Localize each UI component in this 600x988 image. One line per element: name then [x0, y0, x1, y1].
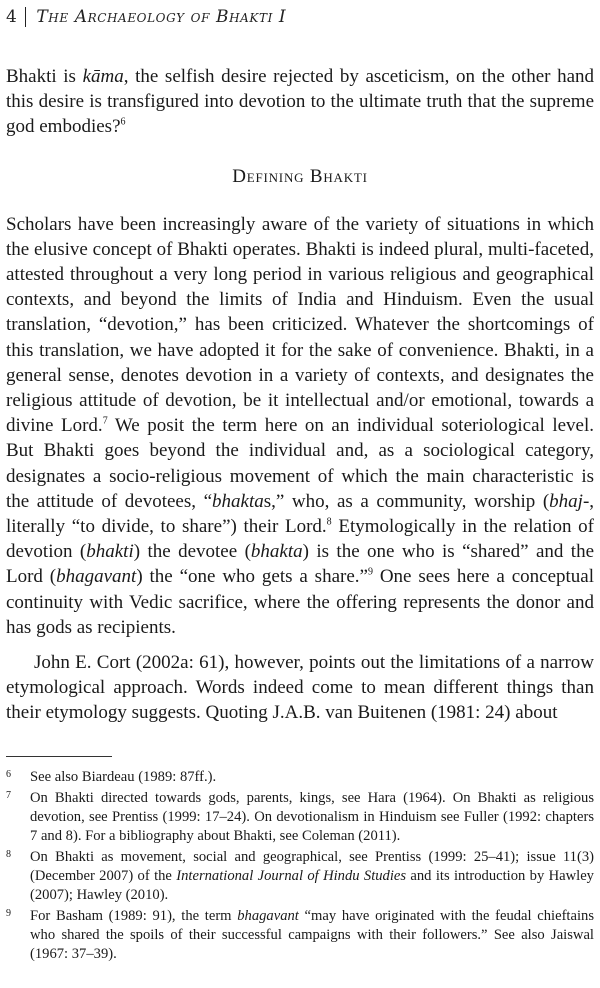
paragraph-defining-bhakti: Scholars have been increasingly aware of the variety of situations in which the elusive concept of Bhakti operates. Bhakti is indeed plural, multi-faceted, attested throughout a very long period in various religious and geographical contexts, and beyond the limits of India and Hinduism. Even the usual translation, “devotion,” has been criticized. Whatever the shortcomings of this translation, we have adopted it for the sake of convenience. Bhakti, in a general sense, denotes devotion in a variety of contexts, and designates the religious attitude of devotion, be it intellectual and/or emotional, towards a divine Lord.$^7$ We posit the term here on an individual soteriological level. But Bhakti goes beyond the individual and, as a sociological category, designates a socio-religious movement of which the main characteristic is the attitude of devotees, “bhaktas,” who, as a community, worship (bhaj-, literally “to divide, to share”) their Lord.$^8$ Etymologically in the relation of devotion (bhakti) the devotee (bhakta) is the one who is “shared” and the Lord (bhagavant) the “one who gets a share.”$^9$ One sees here a conceptual continuity with Vedic sacrifice, where the offering represents the donor and has gods as recipients.	[6, 213, 595, 638]
footnote-7: 7 On Bhakti directed towards gods, parents, kings, see Hara (1964). On Bhakti as religious devotion, see Prentiss (1999: 17–24). On devotionalism in Hinduism see Fuller (1992: chapters 7 and 8). For a bibliography about Bhakti, see Coleman (2011).	[6, 789, 594, 846]
main-text	[6, 64, 594, 726]
header-divider	[25, 7, 27, 27]
intro-paragraph: Bhakti is kāma, the selfish desire rejected by asceticism, on the other hand this desire is transfigured into devotion to the ultimate truth that the supreme god embodies?$^6$	[6, 66, 595, 138]
paragraph-cort: John E. Cort (2002a: 61), however, points out the limitations of a narrow etymological approach. Words indeed come to mean different things than their etymology suggests. Quoting J.A.B. van Buitenen (1981: 24) about	[6, 652, 594, 724]
footnote-ref-8[interactable]: 8	[326, 516, 332, 528]
term-kama: kāma	[82, 66, 124, 87]
footnote-ref-6[interactable]: 6	[120, 117, 126, 129]
section-heading: Defining Bhakti	[232, 165, 368, 187]
footnote-mark: 9	[6, 908, 11, 919]
running-header	[6, 4, 286, 30]
journal-title: International Journal of Hindu Studies	[176, 868, 407, 884]
footnote-rule	[6, 756, 112, 757]
footnote-ref-7[interactable]: 7	[102, 415, 108, 427]
running-title: The Archaeology of Bhakti I	[36, 7, 287, 27]
footnote-mark: 8	[6, 849, 11, 860]
footnotes	[6, 768, 594, 966]
footnote-ref-9[interactable]: 9	[367, 567, 373, 579]
footnote-mark: 7	[6, 790, 11, 801]
footnote-6: 6 See also Biardeau (1989: 87ff.).	[6, 768, 594, 787]
footnote-9: 9 For Basham (1989: 91), the term bhagavant “may have originated with the feudal chieftains who shared the spoils of their successful campaigns with their followers.” See also Jaiswal (1967: 37–39).	[6, 907, 594, 964]
footnote-mark: 6	[6, 769, 11, 780]
footnote-8: 8 On Bhakti as movement, social and geographical, see Prentiss (1999: 25–41); issue 11(3) (December 2007) of the International Journal of Hindu Studies and its introduction by Hawley (2007); Hawley (2010).	[6, 848, 594, 905]
page-number: 4	[6, 7, 17, 27]
